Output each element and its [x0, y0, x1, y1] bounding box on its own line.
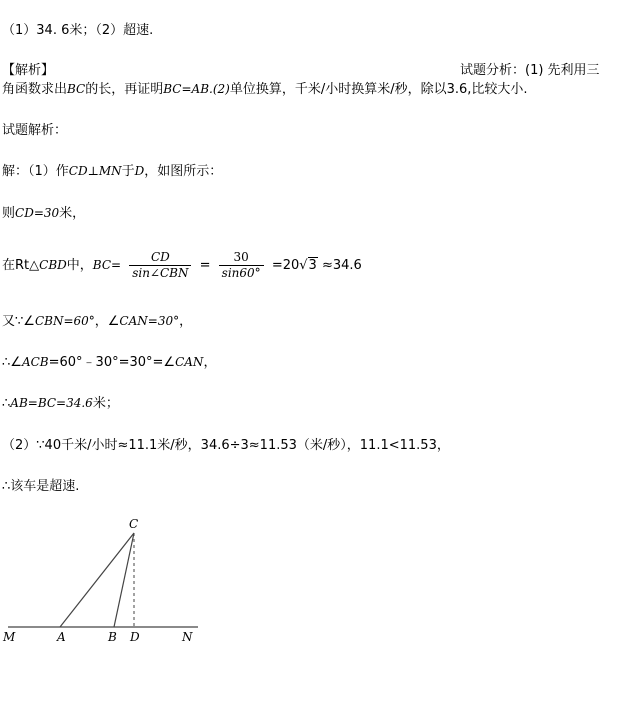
- analysis-hint-line: 角函数求出BC的长，再证明BC=AB.(2)单位换算，千米/小时换算米/秒，除以3.6,比较大小.: [2, 82, 528, 97]
- sqrt-symbol: √3: [299, 258, 317, 273]
- solution-conclusion-line: ∴该车是超速.: [2, 479, 80, 494]
- label-m: M: [3, 630, 16, 644]
- label-n: N: [182, 630, 193, 644]
- solution-angles-line: 又∵∠CBN=60°，∠CAN=30°，: [2, 314, 193, 329]
- solution-ab-line: ∴AB=BC=34.6米；: [2, 396, 119, 411]
- solution-cd-line: 则CD=30米，: [2, 206, 86, 221]
- fraction-30-over-sin60: $\frac{30}{\sin 60^\circ}$: [219, 250, 264, 281]
- solution-acb-line: ∴∠ACB=60°﹣30°=30°=∠CAN，: [2, 355, 217, 370]
- segment-cb: [114, 533, 134, 627]
- analysis-heading-line: [2, 62, 628, 80]
- label-d: D: [130, 630, 140, 644]
- solution-bc-formula-line: 在Rt△CBD中，BC= $\frac{CD}{\text{sin∠CBN}}$ = $\frac{30}{\sin 60^\circ}$ =20√3 ≈34.6: [2, 248, 362, 283]
- solution-part1-line: 解：（1）作CD⊥MN于D，如图所示：: [2, 164, 223, 179]
- analysis-hint-head: 试题分析：(1) 先利用三: [460, 63, 600, 78]
- segment-ca: [60, 533, 134, 627]
- label-a: A: [57, 630, 66, 644]
- answer-line: （1）34. 6米；（2）超速.: [2, 23, 154, 38]
- fraction-cd-over-sin: $\frac{CD}{\text{sin∠CBN}}$: [129, 250, 191, 281]
- solution-part2-line: （2）∵40千米/小时≈11.1米/秒，34.6÷3≈11.53（米/秒），11.1<11.53，: [2, 438, 450, 453]
- geometry-figure: [0, 514, 220, 644]
- analysis-tag: 【解析】: [2, 63, 55, 78]
- label-c: C: [129, 517, 139, 531]
- solution-heading: 试题解析：: [2, 123, 68, 138]
- label-b: B: [108, 630, 117, 644]
